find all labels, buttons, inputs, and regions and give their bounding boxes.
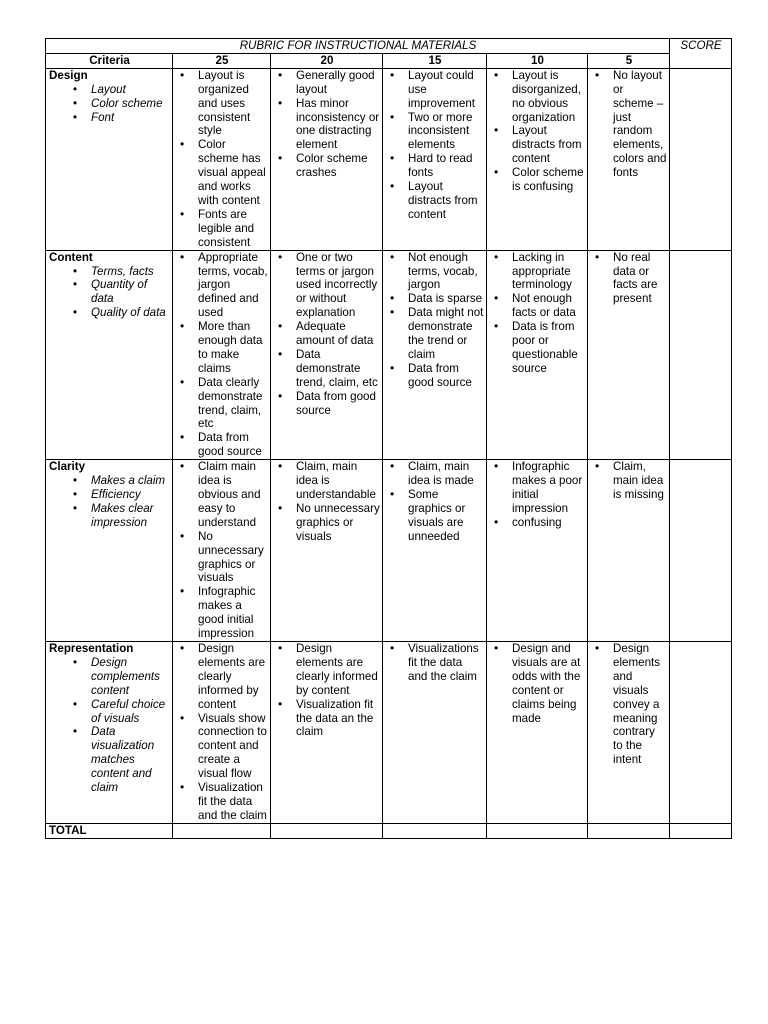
criteria-cell bbox=[46, 460, 173, 642]
criteria-subitem: • Makes clear impression bbox=[49, 502, 170, 530]
descriptor-item: • Some graphics or visuals are unneeded bbox=[386, 488, 484, 544]
descriptor-cell bbox=[487, 68, 588, 250]
descriptor-list bbox=[591, 642, 667, 767]
descriptor-item: • Data is sparse bbox=[386, 292, 484, 306]
descriptor-item: • Visuals show connection to content and create a visual flow bbox=[176, 712, 268, 782]
descriptor-cell bbox=[173, 250, 271, 460]
descriptor-cell bbox=[173, 460, 271, 642]
criteria-subitem: • Design complements content bbox=[49, 656, 170, 698]
total-label: TOTAL bbox=[46, 823, 173, 838]
criteria-subitem: • Layout bbox=[49, 83, 170, 97]
descriptor-item: • Fonts are legible and consistent bbox=[176, 208, 268, 250]
descriptor-item: • Has minor inconsistency or one distracting element bbox=[274, 97, 380, 153]
rubric-body bbox=[46, 68, 732, 823]
descriptor-item: • Infographic makes a poor initial impression bbox=[490, 460, 585, 516]
descriptor-list bbox=[591, 460, 667, 502]
descriptor-item: • Data from good source bbox=[176, 431, 268, 459]
descriptor-list bbox=[176, 69, 268, 250]
descriptor-item: • Data from good source bbox=[274, 390, 380, 418]
descriptor-item: • Layout distracts from content bbox=[386, 180, 484, 222]
descriptor-cell bbox=[487, 250, 588, 460]
descriptor-list bbox=[274, 460, 380, 543]
descriptor-list bbox=[274, 69, 380, 180]
descriptor-list bbox=[490, 460, 585, 530]
descriptor-cell bbox=[271, 250, 383, 460]
descriptor-item: • Design and visuals are at odds with the content or claims being made bbox=[490, 642, 585, 725]
descriptor-item: • Claim main idea is obvious and easy to understand bbox=[176, 460, 268, 530]
descriptor-item: • Color scheme has visual appeal and works with content bbox=[176, 138, 268, 208]
score-cell bbox=[670, 250, 732, 460]
descriptor-item: • No real data or facts are present bbox=[591, 251, 667, 307]
descriptor-item: • Data demonstrate trend, claim, etc bbox=[274, 348, 380, 390]
criteria-subitems bbox=[49, 474, 170, 530]
rubric-title: RUBRIC FOR INSTRUCTIONAL MATERIALS bbox=[46, 39, 670, 54]
descriptor-item: • Appropriate terms, vocab, jargon defined and used bbox=[176, 251, 268, 321]
descriptor-list bbox=[386, 251, 484, 390]
descriptor-list bbox=[490, 251, 585, 376]
descriptor-cell bbox=[487, 460, 588, 642]
descriptor-item: • Not enough facts or data bbox=[490, 292, 585, 320]
criteria-cell bbox=[46, 641, 173, 823]
rubric-row bbox=[46, 460, 732, 642]
descriptor-cell bbox=[173, 68, 271, 250]
descriptor-list bbox=[386, 460, 484, 543]
criteria-subitem: • Makes a claim bbox=[49, 474, 170, 488]
criteria-subitem: • Terms, facts bbox=[49, 265, 170, 279]
criteria-header: Criteria bbox=[46, 53, 173, 68]
descriptor-item: • Design elements are clearly informed by content bbox=[274, 642, 380, 698]
descriptor-item: • More than enough data to make claims bbox=[176, 320, 268, 376]
criteria-subitems bbox=[49, 265, 170, 321]
total-cell bbox=[588, 823, 670, 838]
descriptor-item: • Data might not demonstrate the trend or claim bbox=[386, 306, 484, 362]
descriptor-list bbox=[274, 251, 380, 418]
criteria-title: Content bbox=[49, 250, 93, 264]
criteria-subitem: • Data visualization matches content and claim bbox=[49, 725, 170, 795]
criteria-title: Design bbox=[49, 68, 88, 82]
descriptor-item: • Design elements and visuals convey a meaning contrary to the intent bbox=[591, 642, 667, 767]
criteria-subitem: • Efficiency bbox=[49, 488, 170, 502]
descriptor-cell bbox=[383, 68, 487, 250]
descriptor-cell bbox=[271, 68, 383, 250]
descriptor-list bbox=[386, 69, 484, 222]
descriptor-item: • Adequate amount of data bbox=[274, 320, 380, 348]
descriptor-item: • Layout is disorganized, no obvious organization bbox=[490, 69, 585, 125]
descriptor-cell bbox=[271, 460, 383, 642]
descriptor-item: • Color scheme crashes bbox=[274, 152, 380, 180]
rubric-table bbox=[45, 38, 732, 839]
descriptor-list bbox=[176, 251, 268, 460]
descriptor-cell bbox=[487, 641, 588, 823]
points-header-25: 25 bbox=[173, 53, 271, 68]
descriptor-cell bbox=[588, 641, 670, 823]
descriptor-item: • Claim, main idea is made bbox=[386, 460, 484, 488]
descriptor-cell bbox=[173, 641, 271, 823]
descriptor-cell bbox=[588, 460, 670, 642]
descriptor-item: • Visualization fit the data an the claim bbox=[274, 698, 380, 740]
rubric-row bbox=[46, 68, 732, 250]
descriptor-cell bbox=[588, 250, 670, 460]
header-row bbox=[46, 53, 732, 68]
criteria-subitem: • Font bbox=[49, 111, 170, 125]
descriptor-item: • Two or more inconsistent elements bbox=[386, 111, 484, 153]
points-header-10: 10 bbox=[487, 53, 588, 68]
descriptor-cell bbox=[271, 641, 383, 823]
criteria-title: Representation bbox=[49, 641, 134, 655]
descriptor-list bbox=[490, 642, 585, 725]
descriptor-item: • confusing bbox=[490, 516, 585, 530]
criteria-subitem: • Careful choice of visuals bbox=[49, 698, 170, 726]
score-cell bbox=[670, 641, 732, 823]
points-header-20: 20 bbox=[271, 53, 383, 68]
total-cell bbox=[487, 823, 588, 838]
descriptor-item: • Data from good source bbox=[386, 362, 484, 390]
total-cell bbox=[271, 823, 383, 838]
descriptor-item: • Claim, main idea is missing bbox=[591, 460, 667, 502]
descriptor-item: • Layout is organized and uses consistent style bbox=[176, 69, 268, 139]
descriptor-list bbox=[591, 69, 667, 180]
criteria-cell bbox=[46, 68, 173, 250]
descriptor-item: • Claim, main idea is understandable bbox=[274, 460, 380, 502]
descriptor-list bbox=[176, 460, 268, 641]
descriptor-item: • Visualizations fit the data and the claim bbox=[386, 642, 484, 684]
total-row bbox=[46, 823, 732, 838]
descriptor-item: • One or two terms or jargon used incorrectly or without explanation bbox=[274, 251, 380, 321]
rubric-row bbox=[46, 641, 732, 823]
descriptor-list bbox=[176, 642, 268, 823]
points-header-15: 15 bbox=[383, 53, 487, 68]
descriptor-item: • No layout or scheme – just random elements, colors and fonts bbox=[591, 69, 667, 180]
descriptor-list bbox=[274, 642, 380, 739]
score-header: SCORE bbox=[670, 39, 732, 69]
descriptor-cell bbox=[383, 641, 487, 823]
points-header-5: 5 bbox=[588, 53, 670, 68]
criteria-subitem: • Quality of data bbox=[49, 306, 170, 320]
descriptor-cell bbox=[383, 250, 487, 460]
descriptor-cell bbox=[383, 460, 487, 642]
descriptor-list bbox=[591, 251, 667, 307]
descriptor-item: • Infographic makes a good initial impression bbox=[176, 585, 268, 641]
descriptor-item: • Layout could use improvement bbox=[386, 69, 484, 111]
criteria-cell bbox=[46, 250, 173, 460]
title-row bbox=[46, 39, 732, 54]
descriptor-item: • Layout distracts from content bbox=[490, 124, 585, 166]
descriptor-item: • Data clearly demonstrate trend, claim, etc bbox=[176, 376, 268, 432]
descriptor-cell bbox=[588, 68, 670, 250]
criteria-subitem: • Color scheme bbox=[49, 97, 170, 111]
criteria-subitems bbox=[49, 656, 170, 795]
descriptor-item: • Design elements are clearly informed by content bbox=[176, 642, 268, 712]
total-score-cell bbox=[670, 823, 732, 838]
score-cell bbox=[670, 460, 732, 642]
total-cell bbox=[383, 823, 487, 838]
rubric-row bbox=[46, 250, 732, 460]
descriptor-list bbox=[490, 69, 585, 194]
criteria-subitems bbox=[49, 83, 170, 125]
criteria-title: Clarity bbox=[49, 460, 86, 474]
descriptor-item: • Visualization fit the data and the claim bbox=[176, 781, 268, 823]
criteria-subitem: • Quantity of data bbox=[49, 278, 170, 306]
descriptor-item: • No unnecessary graphics or visuals bbox=[176, 530, 268, 586]
descriptor-item: • Lacking in appropriate terminology bbox=[490, 251, 585, 293]
descriptor-item: • No unnecessary graphics or visuals bbox=[274, 502, 380, 544]
descriptor-item: • Color scheme is confusing bbox=[490, 166, 585, 194]
total-cell bbox=[173, 823, 271, 838]
descriptor-item: • Data is from poor or questionable source bbox=[490, 320, 585, 376]
score-cell bbox=[670, 68, 732, 250]
descriptor-item: • Not enough terms, vocab, jargon bbox=[386, 251, 484, 293]
descriptor-list bbox=[386, 642, 484, 684]
descriptor-item: • Hard to read fonts bbox=[386, 152, 484, 180]
descriptor-item: • Generally good layout bbox=[274, 69, 380, 97]
